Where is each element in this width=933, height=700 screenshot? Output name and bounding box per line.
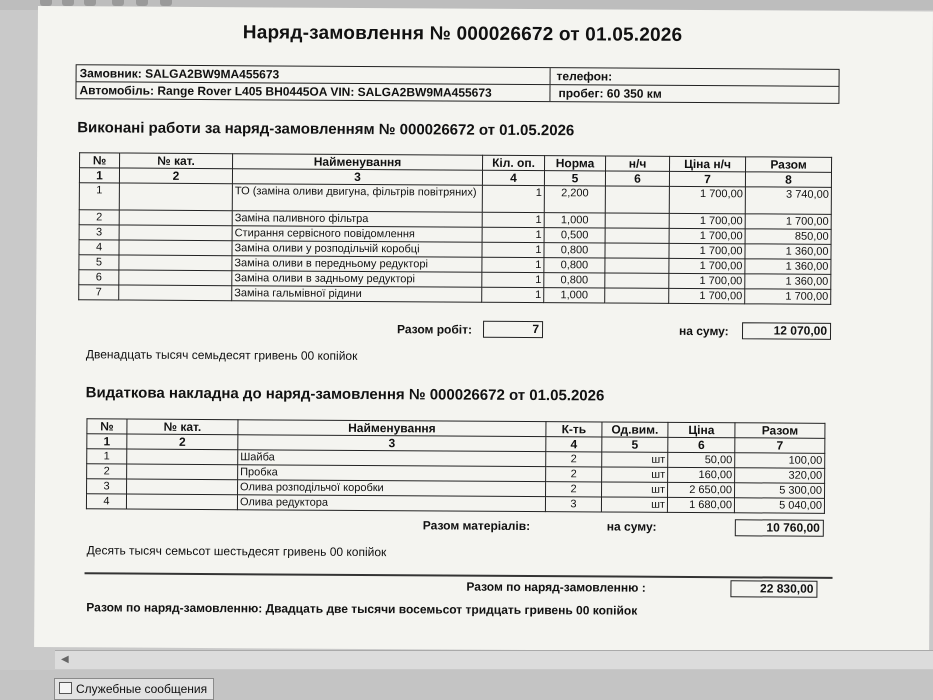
works-cell-n: 2 [79,210,119,225]
works-cell-total: 1 700,00 [745,289,831,305]
works-cell-price: 1 700,00 [669,186,745,213]
works-cell-qty: 1 [482,287,544,302]
car-text: Автомобіль: Range Rover L405 BH0445OA VIN: SALGA2BW9MA455673 [79,83,492,100]
works-total-label: Разом робіт: [396,322,473,337]
works-cell-cat [119,183,232,211]
works-cell-qty: 1 [482,242,544,257]
works-table [78,152,832,305]
materials-column-header: Найменування [238,420,546,437]
works-column-header: Ціна н/ч [670,156,746,171]
materials-section-title: Видаткова накладна до наряд-замовлення № 000026672 от 01.05.2026 [85,384,605,405]
works-cell-n: 7 [79,285,119,300]
grand-total-in-words: Разом по наряд-замовленню: Двадцать две тысячи восемьсот тридцать гривень 00 копійок [86,600,638,618]
materials-total-label: Разом матеріалів: [422,518,531,534]
materials-sum-in-words: Десять тысяч семьсот шестьдесят гривень 00 копійок [86,543,387,560]
materials-cell-total: 5 300,00 [735,483,825,499]
works-cell-total: 1 700,00 [745,214,831,230]
grand-total-value: 22 830,00 [730,580,817,598]
works-cell-nh [605,228,669,243]
works-cell-nh [605,243,669,258]
works-cell-name: Заміна оливи в задньому редукторі [232,271,482,288]
materials-cell-cat [127,464,238,480]
phone-label: телефон: [556,69,613,84]
divider [550,68,551,84]
materials-column-number: 7 [735,438,825,454]
materials-column-header: Разом [735,423,825,439]
works-cell-n: 5 [79,255,119,270]
scroll-left-icon[interactable]: ◀ [61,654,69,665]
materials-cell-price: 50,00 [668,452,735,467]
works-column-header: Кіл. оп. [483,155,545,170]
works-column-number: 8 [745,172,831,188]
works-cell-norm: 0,500 [544,228,605,243]
works-cell-price: 1 700,00 [669,273,745,288]
materials-column-number: 2 [127,434,238,450]
works-cell-name: Заміна паливного фільтра [232,211,482,228]
works-cell-nh [605,273,669,288]
materials-cell-cat [127,449,238,465]
materials-column-header: Ціна [668,422,735,437]
messages-window-icon [59,682,72,694]
works-cell-price: 1 700,00 [669,243,745,258]
horizontal-scrollbar[interactable] [55,650,933,669]
works-cell-total: 850,00 [745,229,831,245]
works-column-number: 2 [119,168,232,184]
works-cell-qty: 1 [482,272,544,287]
works-cell-nh [605,288,669,303]
works-column-header: Найменування [233,154,483,171]
toolbar-button-icon[interactable] [62,0,74,6]
works-column-number: 3 [232,169,482,186]
works-cell-norm: 1,000 [544,213,605,228]
materials-column-header: К-ть [546,422,602,437]
works-cell-qty: 1 [482,185,544,212]
works-cell-total: 1 360,00 [745,259,831,275]
materials-sum-label: на суму: [606,519,657,534]
materials-cell-total: 100,00 [735,453,825,469]
materials-column-number: 5 [602,437,668,452]
works-sum-value: 12 070,00 [742,322,831,340]
materials-cell-cat [127,479,238,495]
materials-cell-n: 1 [87,449,127,464]
works-cell-norm: 0,800 [544,258,605,273]
works-cell-cat [119,285,232,301]
materials-cell-qty: 2 [546,467,602,482]
works-column-number: 4 [482,170,544,185]
works-cell-n: 3 [79,225,119,240]
works-column-header: Норма [545,156,606,171]
toolbar-button-icon[interactable] [84,0,96,6]
works-sum-in-words: Двенадцать тысяч семьдесят гривень 00 копійок [85,347,358,363]
works-cell-cat [119,255,232,271]
works-cell-cat [119,225,232,241]
works-cell-qty: 1 [482,257,544,272]
works-cell-price: 1 700,00 [669,228,745,243]
works-column-number: 5 [544,171,605,186]
status-bar [0,670,933,700]
materials-cell-total: 320,00 [735,468,825,484]
materials-cell-qty: 2 [546,452,602,467]
divider [549,85,550,101]
works-cell-name: ТО (заміна оливи двигуна, фільтрів повітряних) [232,184,482,213]
materials-cell-price: 1 680,00 [667,497,734,512]
materials-column-header: № [87,419,127,434]
works-cell-name: Заміна оливи в передньому редукторі [232,256,482,273]
materials-cell-total: 5 040,00 [734,498,824,514]
materials-cell-unit: шт [602,467,668,482]
customer-info-box [75,64,839,104]
works-cell-total: 1 360,00 [745,244,831,260]
works-cell-total: 3 740,00 [745,187,831,215]
materials-column-header: № кат. [127,419,238,435]
toolbar-button-icon[interactable] [160,0,172,6]
grand-total-label: Разом по наряд-замовленню : [466,579,646,595]
works-cell-n: 1 [79,183,119,210]
works-column-number: 1 [79,168,119,183]
works-cell-cat [119,210,232,226]
works-column-number: 7 [669,171,745,186]
materials-column-number: 1 [87,434,127,449]
materials-cell-unit: шт [602,452,668,467]
works-cell-nh [605,186,669,213]
materials-cell-qty: 3 [545,497,601,512]
works-column-header: н/ч [606,156,670,171]
materials-cell-price: 160,00 [668,467,735,482]
materials-column-number: 6 [668,437,735,452]
materials-cell-n: 2 [87,464,127,479]
materials-column-number: 3 [238,435,546,452]
materials-column-header: Од.вим. [602,422,668,437]
works-cell-price: 1 700,00 [669,258,745,273]
materials-cell-cat [126,494,237,510]
works-cell-norm: 0,800 [544,243,605,258]
works-column-header: № кат. [120,153,233,169]
works-cell-name: Заміна гальмівної рідини [232,286,482,303]
works-cell-norm: 0,800 [544,273,605,288]
works-cell-name: Стирання сервісного повідомлення [232,226,482,243]
works-cell-cat [119,240,232,256]
materials-cell-name: Шайба [238,450,546,467]
materials-cell-n: 4 [86,494,126,509]
materials-cell-n: 3 [87,479,127,494]
materials-cell-name: Пробка [238,465,546,482]
materials-cell-name: Олива розподільчої коробки [238,480,546,497]
customer-text: Замовник: SALGA2BW9MA455673 [79,66,280,82]
works-cell-n: 6 [79,270,119,285]
works-column-header: Разом [746,157,832,173]
works-column-number: 6 [605,171,669,186]
works-column-header: № [80,153,120,168]
materials-cell-qty: 2 [546,482,602,497]
materials-table [86,418,826,514]
works-sum-label: на суму: [678,323,729,339]
works-cell-nh [605,258,669,273]
service-messages-tab[interactable] [54,678,214,700]
materials-cell-name: Олива редуктора [237,495,545,512]
document-title: Наряд-замовлення № 000026672 от 01.05.2026 [242,22,683,46]
toolbar-button-icon[interactable] [112,0,124,6]
car-row [76,82,838,103]
works-cell-nh [605,213,669,228]
separator-line [85,572,833,579]
mileage-text: пробег: 60 350 км [558,86,662,101]
works-cell-qty: 1 [482,227,544,242]
materials-cell-price: 2 650,00 [668,482,735,497]
materials-cell-unit: шт [601,497,667,512]
materials-cell-unit: шт [602,482,668,497]
works-total-qty: 7 [483,321,543,338]
works-cell-cat [119,270,232,286]
toolbar-button-icon[interactable] [136,0,148,6]
materials-sum-value: 10 760,00 [735,519,824,537]
service-messages-label: Служебные сообщения [76,682,208,696]
works-cell-price: 1 700,00 [669,213,745,228]
works-cell-name: Заміна оливи у розподільчій коробці [232,241,482,258]
works-cell-norm: 2,200 [544,186,605,213]
works-section-title: Виконані работи за наряд-замовленням № 000026672 от 01.05.2026 [77,119,575,140]
print-preview-document [34,6,933,652]
works-cell-n: 4 [79,240,119,255]
works-cell-price: 1 700,00 [669,288,745,303]
materials-column-number: 4 [546,437,602,452]
works-cell-qty: 1 [482,212,544,227]
works-cell-norm: 1,000 [544,288,605,303]
works-cell-total: 1 360,00 [745,274,831,290]
